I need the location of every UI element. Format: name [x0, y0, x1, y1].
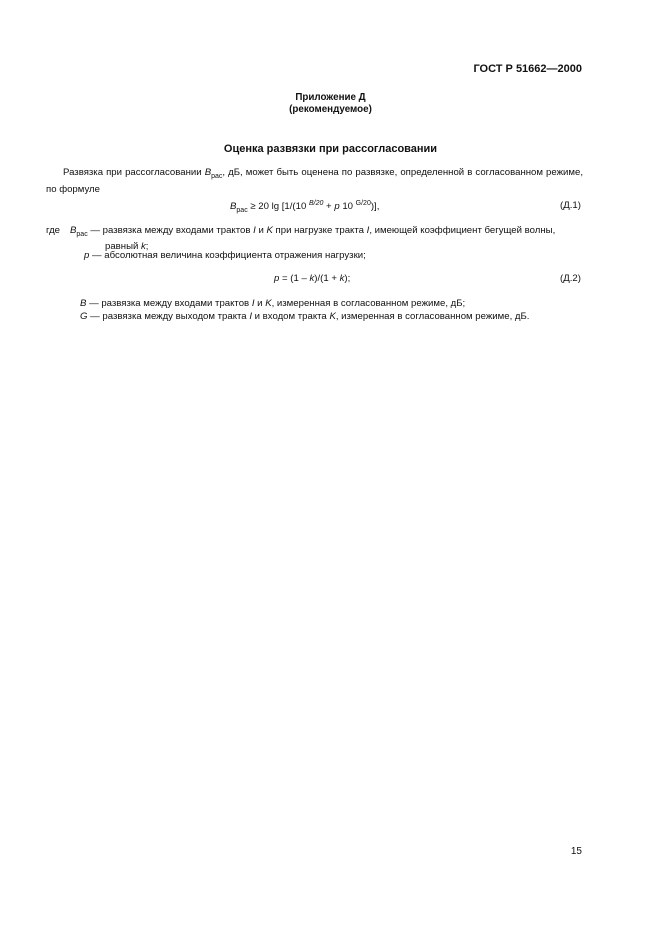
eq2-k1: k: [309, 273, 315, 284]
def-b-text-c: , измеренная в согласованном режиме, дБ;: [271, 298, 466, 309]
def-g-i: I: [249, 311, 252, 322]
def1-text-c: при нагрузке тракта: [272, 225, 367, 236]
equation-d2: [274, 273, 350, 284]
eq1-part-1: ≥ 20 lg [1/(10: [247, 201, 309, 212]
where-word: где: [46, 225, 61, 236]
eq1-lhs: B: [230, 201, 237, 212]
def-g-text-b: и входом тракта: [251, 311, 330, 322]
def1-text-a: — развязка между входами трактов: [87, 225, 254, 236]
eq2-k2: k: [339, 273, 345, 284]
equation-d1: [230, 200, 379, 214]
eq1-lhs-sub: рас: [236, 207, 248, 214]
def-g-symbol: G: [80, 311, 88, 322]
equation-d2-number: (Д.2): [560, 273, 581, 284]
definition-b-mismatch: [70, 225, 583, 253]
intro-symbol-sub: рас: [211, 173, 223, 180]
def-b-text-a: — развязка между входами трактов: [86, 298, 252, 309]
annex-title: Приложение Д: [295, 92, 366, 103]
document-header: ГОСТ Р 51662—2000: [473, 63, 582, 75]
eq2-part-a: = (1 –: [279, 273, 310, 284]
def-b-symbol: B: [80, 298, 87, 309]
definition-g: [80, 311, 529, 323]
def-b-k: K: [265, 298, 272, 309]
def1-text-f: ;: [145, 241, 149, 252]
intro-symbol: B: [204, 167, 212, 178]
definition-b: [80, 298, 465, 310]
intro-text-1: Развязка при рассогласовании: [63, 167, 205, 178]
def-g-text-a: — развязка между выходом тракта: [87, 311, 250, 322]
annex-status: (рекомендуемое): [289, 104, 372, 115]
eq1-exponent-2: G/20: [355, 200, 371, 207]
intro-text-2: , дБ, может быть оценена по развязке, определенной в согласованном режиме, по формуле: [46, 167, 583, 195]
def1-k2: k: [141, 241, 146, 252]
def-p-symbol: p: [84, 250, 90, 261]
def-g-text-c: , измеренная в согласованном режиме, дБ.: [335, 311, 530, 322]
page-number: 15: [570, 846, 582, 857]
eq2-p: p: [274, 273, 280, 284]
section-title: Оценка развязки при рассогласовании: [223, 143, 438, 155]
def1-text-d: , имеющей коэффициент бегущей волны,: [369, 225, 556, 236]
eq1-part-2: +: [323, 201, 335, 212]
def1-symbol-sub: рас: [76, 231, 88, 238]
def1-i1: I: [253, 225, 256, 236]
eq2-part-b: )/(1 +: [314, 273, 340, 284]
def-b-text-b: и: [254, 298, 266, 309]
def1-k1: K: [266, 225, 273, 236]
eq1-exponent-1: B/20: [308, 200, 324, 207]
def1-symbol: B: [70, 225, 77, 236]
equation-d1-number: (Д.1): [560, 200, 581, 211]
def1-i2: I: [366, 225, 370, 236]
def1-text-b: и: [255, 225, 267, 236]
def-g-k: K: [329, 311, 336, 322]
def-b-i: I: [251, 298, 255, 309]
eq1-p: p: [334, 201, 340, 212]
def1-text-e: равный: [105, 241, 141, 252]
intro-paragraph: [46, 166, 583, 196]
definition-p: [84, 250, 366, 262]
eq2-part-c: );: [344, 273, 351, 284]
eq1-part-3: 10: [339, 201, 356, 212]
eq1-end: )],: [370, 201, 380, 212]
def-p-text: — абсолютная величина коэффициента отражения нагрузки;: [89, 250, 366, 261]
